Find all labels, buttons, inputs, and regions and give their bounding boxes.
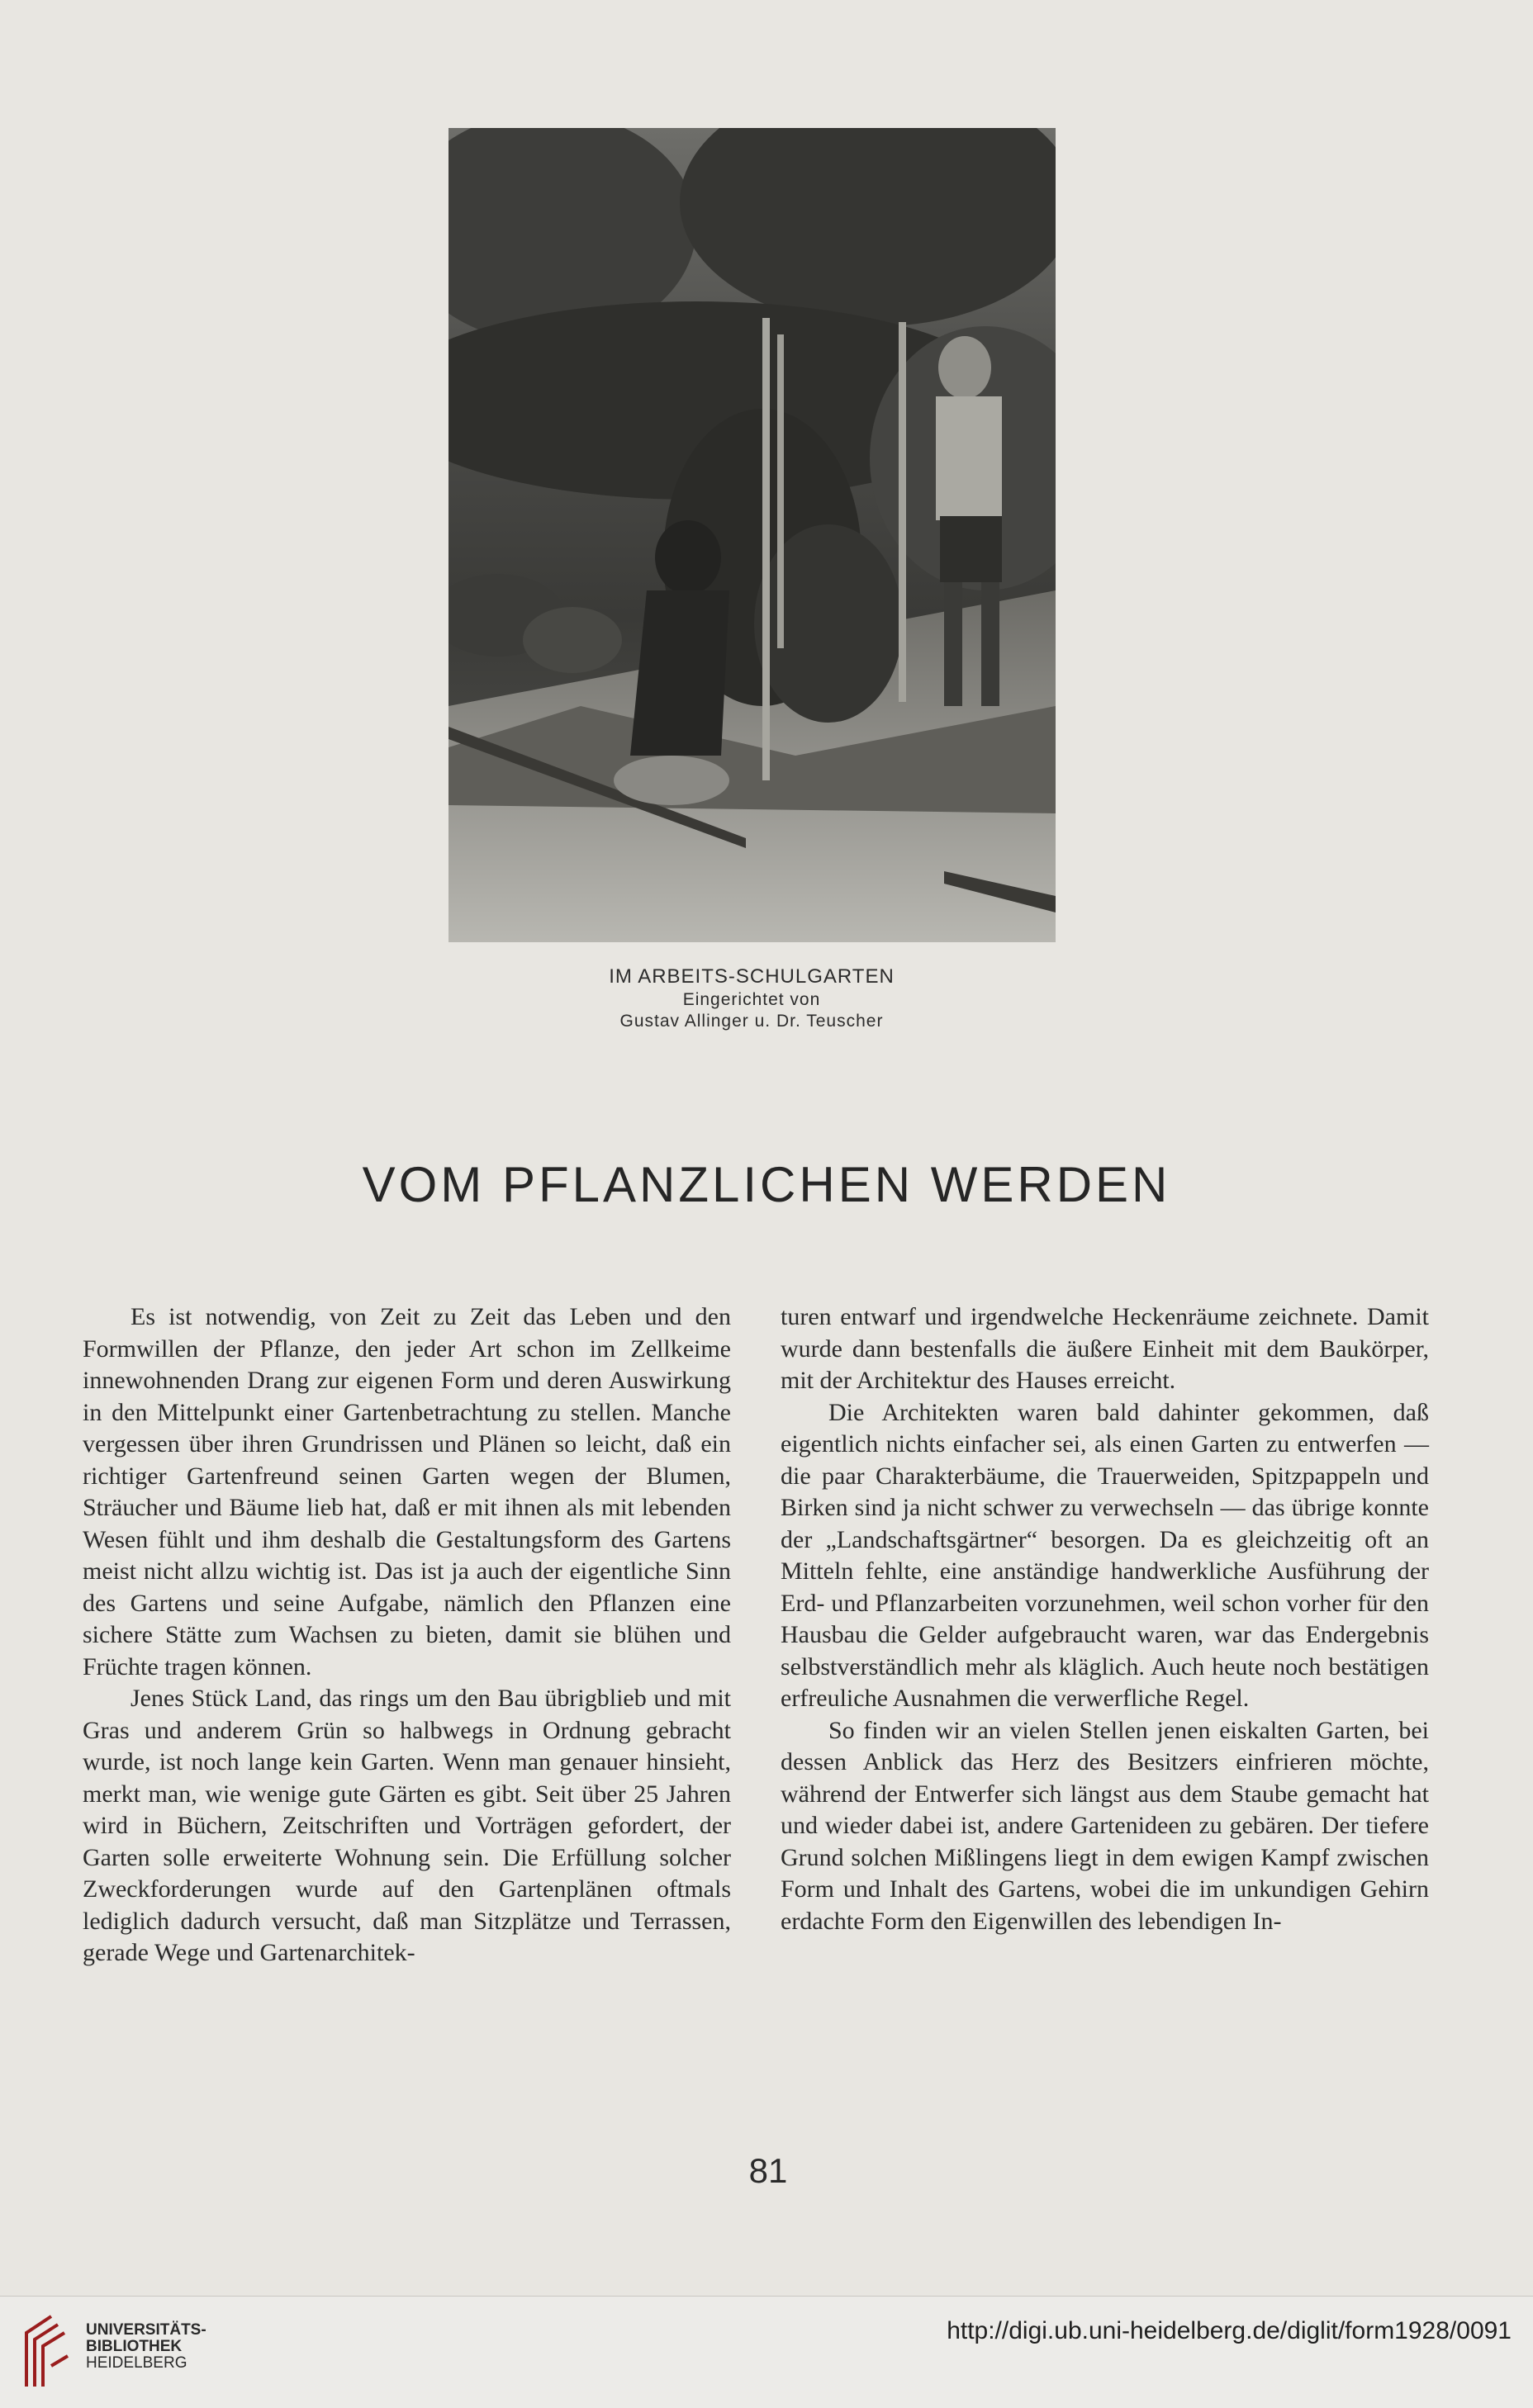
caption-title: IM ARBEITS-SCHULGARTEN (609, 965, 895, 988)
source-url-link[interactable]: http://digi.ub.uni-heidelberg.de/diglit/form1928/0091 (947, 2317, 1512, 2344)
paragraph: Jenes Stück Land, das rings um den Bau übrigblieb und mit Gras und anderem Grün so halbwegs in Ordnung gebracht wurde, ist noch lange kein Garten. Wenn man genauer hinsieht, merkt man, wie wenige gute Gärten es gibt. Seit über 25 Jahren wird in Büchern, Zeitschriften und Vorträgen gefordert, der Garten solle erweiterte Wohnung sein. Die Erfüllung solcher Zweckforderungen wurde auf den Gartenplänen oftmals lediglich dadurch versucht, daß man Sitzplätze und Terrassen, gerade Wege und Gartenarchitek- (83, 1685, 731, 1966)
paragraph: turen entwarf und irgendwelche Heckenräume zeichnete. Damit wurde dann bestenfalls die äußere Einheit mit dem Baukörper, mit der Architektur des Hauses erreicht. (781, 1303, 1429, 1394)
paragraph: So finden wir an vielen Stellen jenen eiskalten Garten, bei dessen Anblick das Herz des Besitzers einfrieren möchte, während der Entwerfer sich längst aus dem Staube gemacht hat und wieder dabei ist, andere Gartenideen zu gebären. Der tiefere Grund solchen Mißlingens liegt in dem ewigen Kampf zwischen Form und Inhalt des Gartens, wobei die im unkundigen Gehirn erdachte Form den Eigenwillen des lebendigen In- (781, 1716, 1429, 1935)
library-name-line1: UNIVERSITÄTS- (86, 2321, 206, 2339)
photo-caption (496, 965, 1008, 1032)
paragraph: Die Architekten waren bald dahinter gekommen, daß eigentlich nichts einfacher sei, als einen Garten zu entwerfen — die paar Charakterbäume, die Trauerweiden, Spitzpappeln und Birken sind ja nicht schwer zu verwechseln — das übrige konnte der „Landschaftsgärtner“ besorgen. Da es gleichzeitig oft an Mitteln fehlte, eine anständige handwerkliche Ausführung der Erd- und Pflanzarbeiten vorzunehmen, weil schon vorher für den Hausbau die Gelder aufgebraucht waren, war das Endergebnis selbstverständlich mehr als kläglich. Auch heute noch bestätigen erfreuliche Ausnahmen die verwerfliche Regel. (781, 1398, 1429, 1712)
page-number: 81 (748, 2151, 788, 2190)
paragraph: Es ist notwendig, von Zeit zu Zeit das Leben und den Formwillen der Pflanze, den jeder Art schon im Zellkeime innewohnenden Drang zur eigenen Form und deren Auswirkung in den Mittelpunkt einer Gartenbetrachtung zu stellen. Manche vergessen über ihren Grundrissen und Plänen so leicht, daß ein richtiger Gartenfreund seinen Garten wegen der Blumen, Sträucher und Bäume lieb hat, daß er mit ihnen als mit lebenden Wesen fühlt und ihm deshalb die Gestaltungsform des Gartens meist nicht allzu wichtig ist. Das ist ja auch der eigentliche Sinn des Gartens und seine Aufgabe, nämlich den Pflanzen eine sichere Stätte zum Wachsen zu bieten, damit sie blühen und Früchte tragen können. (83, 1303, 731, 1680)
caption-credit-intro: Eingerichtet von (682, 990, 821, 1009)
footer-bar (0, 2296, 1533, 2408)
left-text-column (83, 1301, 731, 1970)
article-headline: VOM PFLANZLICHEN WERDEN (362, 1157, 1171, 1212)
right-text-column (781, 1301, 1429, 1937)
library-name (86, 2322, 206, 2372)
library-logo-icon (18, 2308, 74, 2391)
caption-credit-names: Gustav Allinger u. Dr. Teuscher (619, 1012, 884, 1031)
garden-photo (449, 128, 1056, 942)
library-name-line3: HEIDELBERG (86, 2354, 187, 2372)
library-name-line2: BIBLIOTHEK (86, 2338, 183, 2355)
